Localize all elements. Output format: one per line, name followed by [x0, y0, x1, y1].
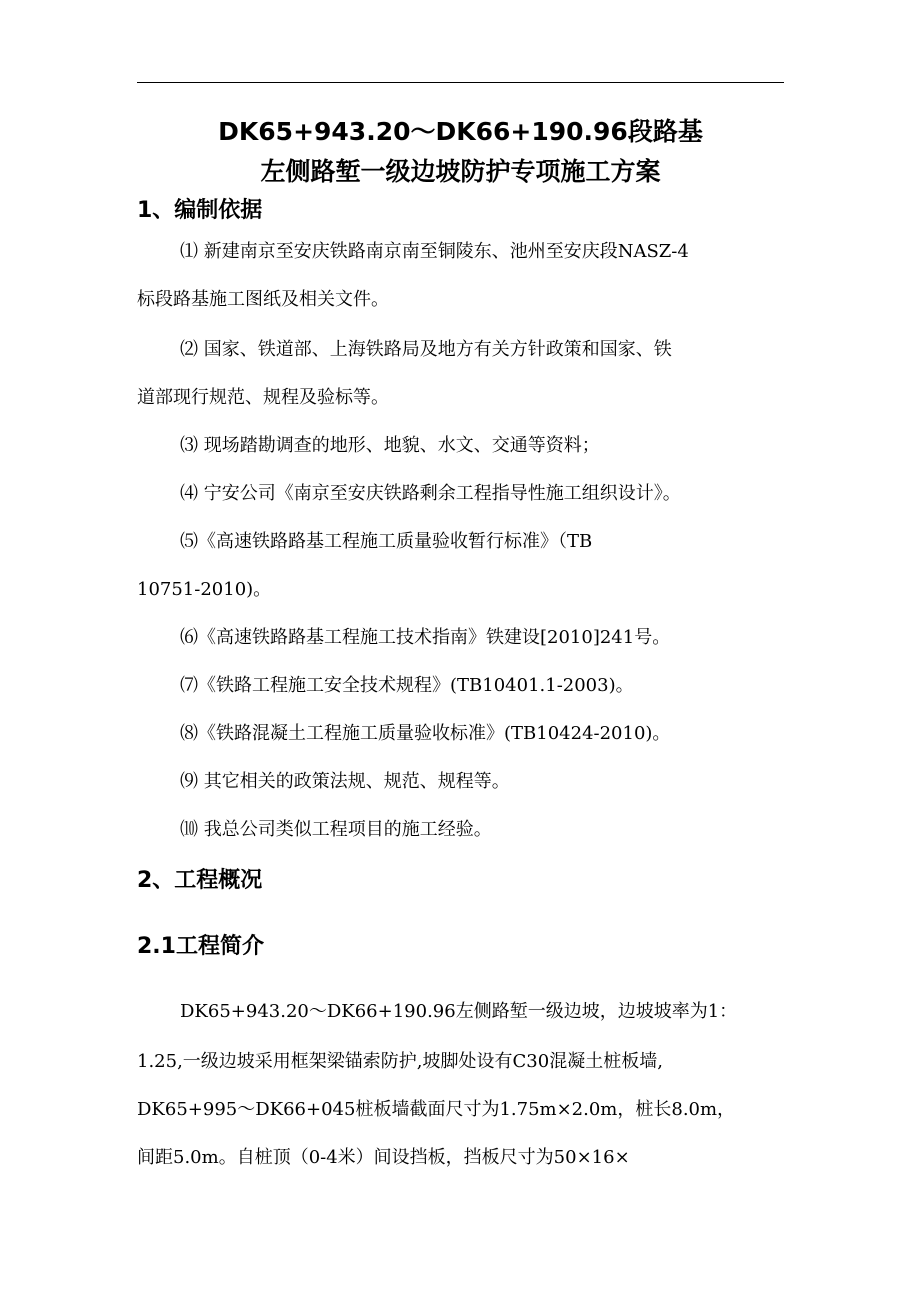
list-item-10: ⑽ 我总公司类似工程项目的施工经验。	[180, 819, 492, 840]
list-item-1-line-1: ⑴ 新建南京至安庆铁路南京南至铜陵东、池州至安庆段NASZ-4	[180, 241, 689, 262]
list-item-8: ⑻《铁路混凝土工程施工质量验收标准》(TB10424-2010)。	[180, 723, 671, 744]
document-title-line-1: DK65+943.20～DK66+190.96段路基	[218, 117, 703, 146]
section-1-heading: 1、编制依据	[137, 198, 263, 223]
list-item-5-line-1: ⑸《高速铁路路基工程施工质量验收暂行标准》（TB	[180, 531, 593, 552]
section-2-1-heading: 2.1工程简介	[137, 934, 264, 959]
list-item-9: ⑼ 其它相关的政策法规、规范、规程等。	[180, 771, 510, 792]
paragraph-line-1: DK65+943.20～DK66+190.96左侧路堑一级边坡，边坡坡率为1：	[180, 1001, 738, 1022]
paragraph-line-2: 1.25,一级边坡采用框架梁锚索防护,坡脚处设有C30混凝土桩板墙,	[137, 1051, 663, 1072]
list-item-3: ⑶ 现场踏勘调查的地形、地貌、水文、交通等资料；	[180, 435, 600, 456]
list-item-7: ⑺《铁路工程施工安全技术规程》(TB10401.1-2003)。	[180, 675, 634, 696]
header-rule	[137, 82, 784, 83]
list-item-1-line-2: 标段路基施工图纸及相关文件。	[137, 289, 389, 310]
list-item-6: ⑹《高速铁路路基工程施工技术指南》铁建设[2010]241号。	[180, 627, 671, 648]
list-item-5-line-2: 10751-2010)。	[137, 579, 272, 600]
paragraph-line-4: 间距5.0m。自桩顶（0-4米）间设挡板，挡板尺寸为50×16×	[137, 1147, 630, 1168]
list-item-2-line-2: 道部现行规范、规程及验标等。	[137, 387, 389, 408]
list-item-4: ⑷ 宁安公司《南京至安庆铁路剩余工程指导性施工组织设计》。	[180, 483, 681, 504]
list-item-2-line-1: ⑵ 国家、铁道部、上海铁路局及地方有关方针政策和国家、铁	[180, 339, 672, 360]
document-title-line-2: 左侧路堑一级边坡防护专项施工方案	[260, 157, 661, 186]
section-2-heading: 2、工程概况	[137, 868, 263, 893]
paragraph-line-3: DK65+995～DK66+045桩板墙截面尺寸为1.75m×2.0m，桩长8.0m，	[137, 1099, 736, 1120]
